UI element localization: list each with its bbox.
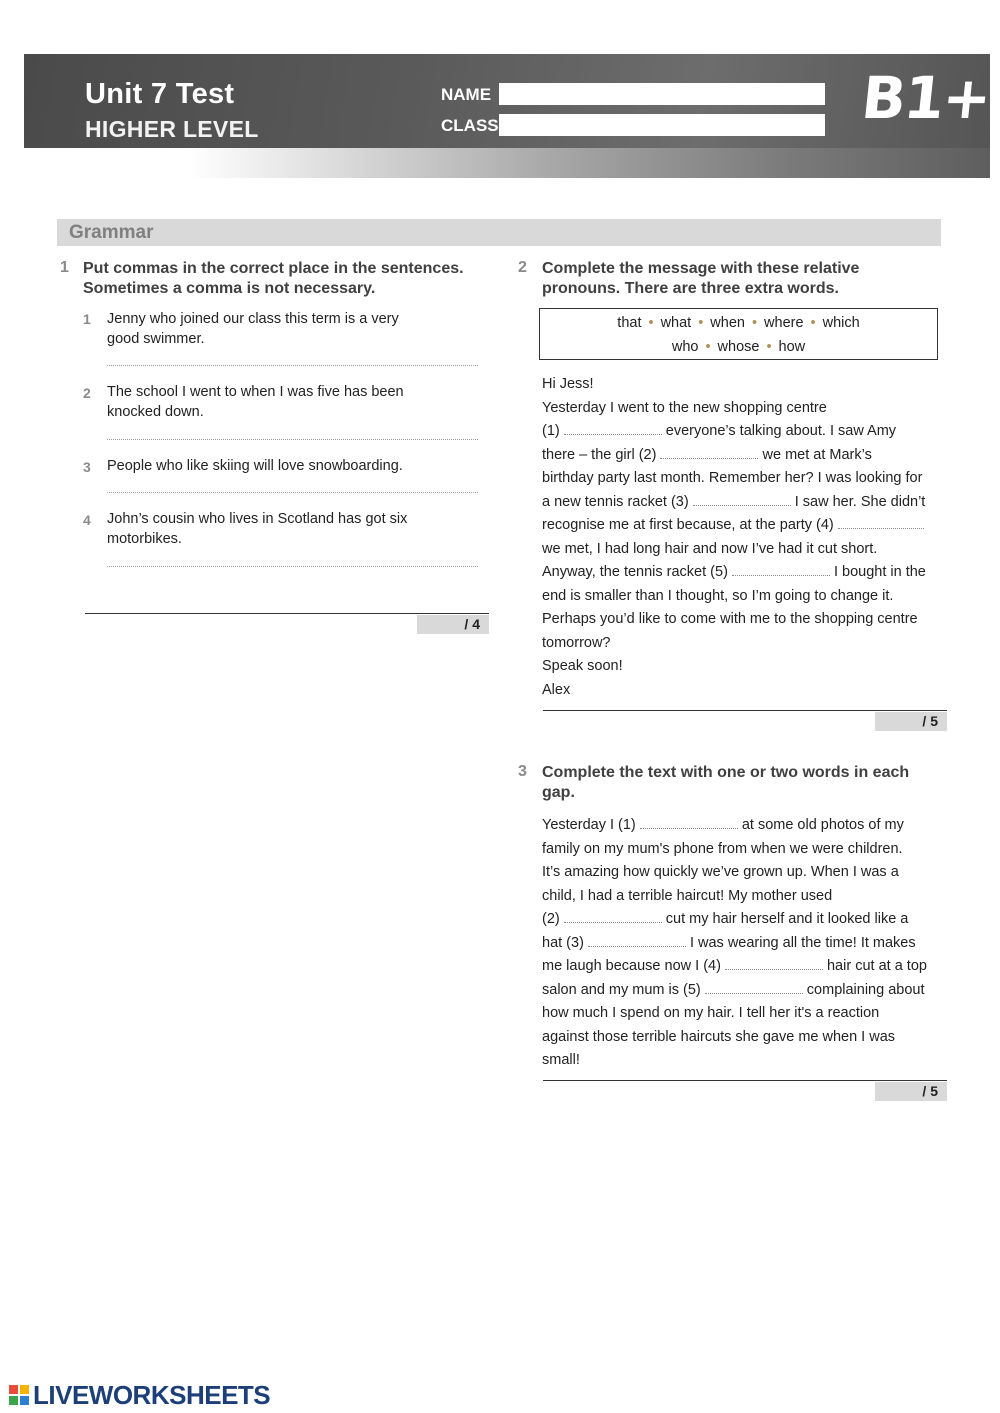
q2-instruction-line1: Complete the message with these relative	[542, 260, 860, 277]
q3-text	[542, 814, 952, 1073]
class-label: CLASS	[441, 116, 499, 135]
q1-item3-answer-line[interactable]	[107, 492, 478, 493]
level-badge: B1+	[858, 64, 993, 132]
text-run: family on my mum's phone from when we were children.	[542, 840, 903, 857]
q2-line	[542, 420, 952, 444]
q1-item4-line1: John’s cousin who lives in Scotland has got six	[107, 511, 408, 527]
liveworksheets-logo-icon	[9, 1385, 29, 1405]
q2-line	[542, 585, 952, 609]
q2-gap-3[interactable]	[693, 493, 791, 506]
text-run: Anyway, the tennis racket (5)	[542, 564, 732, 580]
q1-item4-text	[107, 509, 407, 549]
text-run: It’s amazing how quickly we’ve grown up. When I was a	[542, 864, 899, 880]
q1-item2-line1: The school I went to when I was five has been	[107, 384, 404, 400]
q1-item2-number: 2	[83, 385, 91, 401]
q3-gap-3[interactable]	[588, 934, 686, 947]
q3-score-rule	[543, 1080, 947, 1081]
q3-instruction-line1: Complete the text with one or two words in each	[542, 764, 910, 781]
q2-greeting: Hi Jess!	[542, 376, 594, 392]
q3-gap-1[interactable]	[640, 816, 738, 829]
q1-item4-number: 4	[83, 512, 91, 528]
text-run: cut my hair herself and it looked like a	[661, 911, 909, 927]
q2-line	[542, 467, 952, 491]
class-field[interactable]	[499, 114, 825, 136]
q1-item1-text	[107, 309, 399, 349]
word-chip: what	[660, 315, 692, 331]
text-run: I bought in the	[829, 564, 926, 580]
q3-instruction-line2: gap.	[542, 784, 575, 801]
q3-line	[542, 1026, 952, 1050]
q1-instruction-line1: Put commas in the correct place in the sentences.	[83, 260, 464, 277]
q2-score-rule	[543, 710, 947, 711]
bullet-icon: •	[751, 315, 758, 331]
name-label: NAME	[441, 85, 492, 104]
text-run: small!	[542, 1052, 580, 1068]
q3-gap-2[interactable]	[564, 910, 662, 923]
q1-item1-line2: good swimmer.	[107, 331, 205, 347]
text-run: me laugh because now I (4)	[542, 958, 725, 974]
section-title: Grammar	[69, 222, 154, 243]
q1-item2-answer-line[interactable]	[107, 439, 478, 440]
q1-item3-line1: People who like skiing will love snowboarding.	[107, 458, 403, 474]
text-run: (1)	[542, 423, 564, 439]
q1-score-box: / 4	[417, 615, 489, 634]
q3-line	[542, 838, 952, 862]
word-chip: whose	[717, 339, 760, 355]
text-run: Perhaps you’d like to come with me to the shopping centre	[542, 611, 918, 627]
q2-line	[542, 514, 952, 538]
unit-title: Unit 7 Test	[85, 78, 235, 110]
q3-line	[542, 908, 952, 932]
word-chip: how	[778, 339, 806, 355]
q2-instruction-line2: pronouns. There are three extra words.	[542, 280, 839, 297]
text-run: we met at Mark’s	[758, 446, 872, 463]
level-title: HIGHER LEVEL	[85, 116, 259, 142]
q3-line	[542, 955, 952, 979]
q2-score-box: / 5	[875, 712, 947, 731]
word-box-row1	[540, 311, 937, 335]
q1-item1-answer-line[interactable]	[107, 365, 478, 366]
q2-gap-5[interactable]	[732, 563, 830, 576]
word-chip: that	[617, 315, 642, 331]
q2-signature: Alex	[542, 681, 571, 698]
q1-item2-text	[107, 382, 404, 422]
q1-score-rule	[85, 613, 489, 614]
q2-line	[542, 491, 952, 515]
q2-number: 2	[518, 259, 527, 276]
word-chip: where	[764, 315, 804, 331]
q1-item3-text	[107, 456, 403, 476]
q3-gap-4[interactable]	[725, 957, 823, 970]
text-run: end is smaller than I thought, so I’m going to change it.	[542, 587, 894, 604]
text-run: salon and my mum is (5)	[542, 981, 705, 998]
q2-line	[542, 632, 952, 656]
bullet-icon: •	[766, 339, 772, 355]
text-run: recognise me at first because, at the party (4)	[542, 517, 838, 533]
header-gradient-strip	[190, 148, 990, 178]
q2-gap-2[interactable]	[660, 446, 758, 459]
text-run: complaining about	[802, 981, 925, 998]
q2-line	[542, 561, 952, 585]
liveworksheets-logo-text[interactable]: LIVEWORKSHEETS	[33, 1380, 271, 1410]
q3-line	[542, 1002, 952, 1026]
text-run: there – the girl (2)	[542, 446, 661, 463]
word-chip: which	[822, 315, 860, 331]
bullet-icon: •	[648, 315, 654, 331]
q1-item4-line2: motorbikes.	[107, 531, 182, 547]
text-run: (2)	[542, 911, 564, 927]
text-run: hair cut at a top	[822, 958, 927, 974]
q3-line	[542, 932, 952, 956]
text-run: child, I had a terrible haircut! My mother used	[542, 887, 833, 904]
text-run: how much I spend on my hair. I tell her it's a reaction	[542, 1005, 880, 1021]
q3-line	[542, 861, 952, 885]
text-run: at some old photos of my	[737, 817, 904, 833]
q2-signoff: Speak soon!	[542, 658, 623, 674]
q1-item4-answer-line[interactable]	[107, 566, 478, 567]
text-run: we met, I had long hair and now I’ve had it cut short.	[542, 540, 878, 557]
q2-line	[542, 538, 952, 562]
q1-item1-line1: Jenny who joined our class this term is a very	[107, 311, 399, 327]
q3-score-box: / 5	[875, 1082, 947, 1101]
q1-instruction	[83, 259, 464, 299]
q1-instruction-line2: Sometimes a comma is not necessary.	[83, 280, 376, 297]
word-box-row2	[540, 335, 937, 359]
text-run: I saw her. She didn’t	[790, 493, 926, 510]
q1-item3-number: 3	[83, 459, 91, 475]
section-bar	[57, 219, 941, 246]
word-chip: who	[671, 339, 699, 355]
text-run: tomorrow?	[542, 634, 611, 651]
q3-gap-5[interactable]	[705, 981, 803, 994]
q3-line	[542, 979, 952, 1003]
q3-number: 3	[518, 763, 527, 780]
text-run: against those terrible haircuts she gave me when I was	[542, 1028, 896, 1045]
bullet-icon: •	[810, 315, 816, 331]
q2-line	[542, 397, 952, 421]
bullet-icon: •	[705, 339, 711, 355]
q1-number: 1	[60, 259, 69, 276]
q2-line	[542, 608, 952, 632]
q1-item2-line2: knocked down.	[107, 404, 204, 420]
text-run: hat (3)	[542, 934, 588, 951]
q2-instruction	[542, 259, 859, 299]
q3-instruction	[542, 763, 909, 803]
bullet-icon: •	[698, 315, 704, 331]
q2-gap-4[interactable]	[838, 516, 924, 529]
text-run: everyone’s talking about. I saw Amy	[661, 423, 897, 439]
text-run: a new tennis racket (3)	[542, 493, 693, 510]
q3-line	[542, 1049, 952, 1073]
q1-item1-number: 1	[83, 311, 91, 327]
word-box	[539, 308, 938, 360]
q2-message	[542, 373, 952, 702]
word-chip: when	[710, 315, 745, 331]
q3-line	[542, 814, 952, 838]
text-run: Yesterday I (1)	[542, 817, 640, 833]
text-run: I was wearing all the time! It makes	[685, 934, 916, 951]
q3-line	[542, 885, 952, 909]
q2-line	[542, 444, 952, 468]
q2-gap-1[interactable]	[564, 422, 662, 435]
name-field[interactable]	[499, 83, 825, 105]
text-run: Yesterday I went to the new shopping centre	[542, 399, 827, 416]
text-run: birthday party last month. Remember her? I was looking for	[542, 470, 923, 486]
